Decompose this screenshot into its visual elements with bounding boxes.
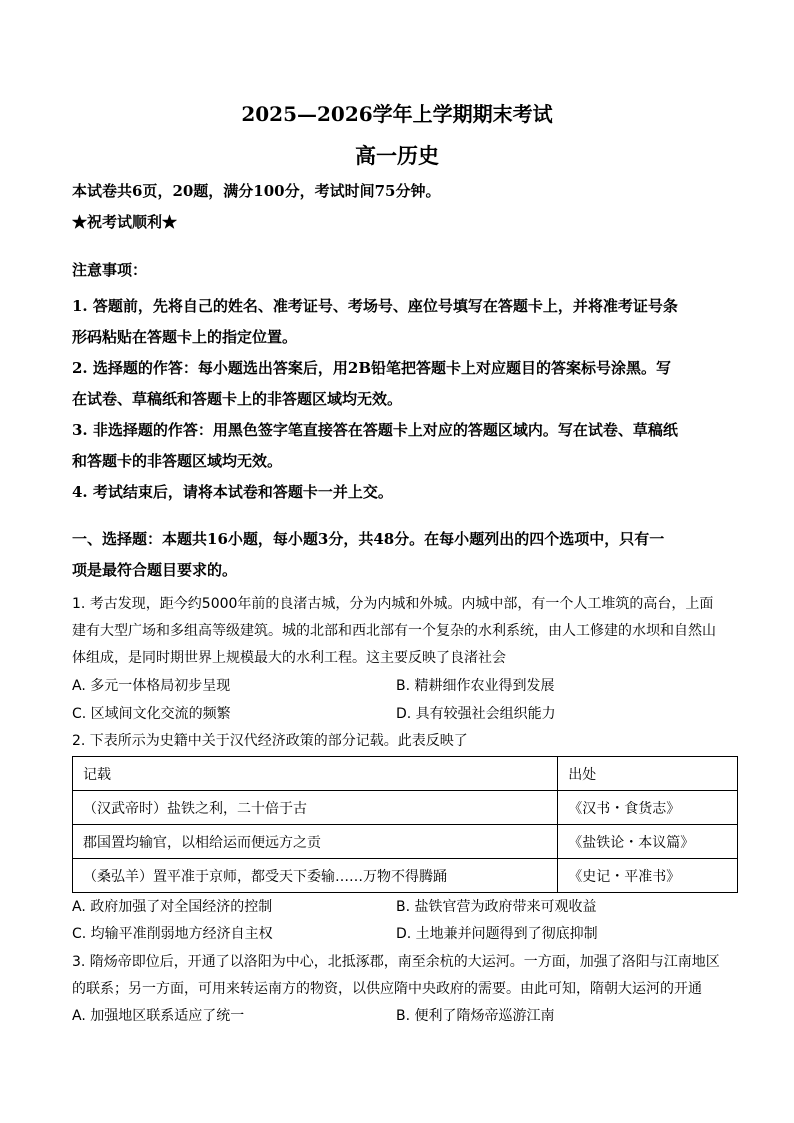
question-stem: 建有大型广场和多组高等级建筑。城的北部和西北部有一个复杂的水利系统，由人工修建的水坝和自然山 [72,623,716,639]
question-stem: 1. 考古发现，距今约5000年前的良渚古城，分为内城和外城。内城中部，有一个人工堆筑的高台，上面 [72,596,714,612]
table-row [73,825,738,859]
question-stem: 的联系；另一方面，可用来转运南方的物资，以供应隋中央政府的需要。由此可知，隋朝大运河的开通 [72,981,702,997]
exam-subject: 高一历史 [355,143,439,168]
question-stem: 3. 隋炀帝即位后，开通了以洛阳为中心，北抵涿郡，南至余杭的大运河。一方面，加强了洛阳与江南地区 [72,954,720,970]
table-row [73,859,738,893]
section-heading: 一、选择题：本题共16小题，每小题3分，共48分。在每小题列出的四个选项中，只有一 [72,530,665,548]
exam-title: 2025—2026学年上学期期末考试 [241,102,553,126]
option-b: B. 便利了隋炀帝巡游江南 [396,1008,555,1024]
notes-heading: 注意事项： [72,261,148,279]
records-table [72,756,738,893]
table-cell: 《盐铁论・本议篇》 [558,825,738,859]
table-cell: 《史记・平准书》 [558,859,738,893]
option-c: C. 区域间文化交流的频繁 [72,706,231,722]
option-b: B. 精耕细作农业得到发展 [396,678,555,694]
table-header-row [73,757,738,791]
notes-line: 和答题卡的非答题区域均无效。 [72,452,283,470]
notes-line: 在试卷、草稿纸和答题卡上的非答题区域均无效。 [72,390,403,408]
table-cell: 郡国置均输官，以相给运而便远方之贡 [73,825,558,859]
table-cell: 《汉书・食货志》 [558,791,738,825]
table-cell: （桑弘羊）置平准于京师，都受天下委输……万物不得腾踊 [73,859,558,893]
option-a: A. 政府加强了对全国经济的控制 [72,899,273,915]
option-d: D. 土地兼并问题得到了彻底抑制 [396,926,598,942]
notes-line: 4. 考试结束后，请将本试卷和答题卡一并上交。 [72,483,393,501]
section-heading: 项是最符合题目要求的。 [72,561,238,579]
option-a: A. 多元一体格局初步呈现 [72,678,231,694]
exam-info: 本试卷共6页，20题，满分100分，考试时间75分钟。 [72,182,441,200]
table-cell: （汉武帝时）盐铁之利，二十倍于古 [73,791,558,825]
option-a: A. 加强地区联系适应了统一 [72,1008,245,1024]
notes-line: 1. 答题前，先将自己的姓名、准考证号、考场号、座位号填写在答题卡上，并将准考证号条 [72,297,678,315]
notes-line: 2. 选择题的作答：每小题选出答案后，用2B铅笔把答题卡上对应题目的答案标号涂黑。写 [72,359,672,377]
option-d: D. 具有较强社会组织能力 [396,706,556,722]
question-stem: 体组成，是同时期世界上规模最大的水利工程。这主要反映了良渚社会 [72,650,506,666]
exam-wish: ★祝考试顺利★ [72,213,178,231]
notes-line: 形码粘贴在答题卡上的指定位置。 [72,328,298,346]
table-header-cell: 出处 [558,757,738,791]
notes-line: 3. 非选择题的作答：用黑色签字笔直接答在答题卡上对应的答题区域内。写在试卷、草稿纸 [72,421,678,439]
option-b: B. 盐铁官营为政府带来可观收益 [396,899,597,915]
table-header-cell: 记载 [73,757,558,791]
question-stem: 2. 下表所示为史籍中关于汉代经济政策的部分记载。此表反映了 [72,733,468,749]
table-row [73,791,738,825]
option-c: C. 均输平准削弱地方经济自主权 [72,926,273,942]
